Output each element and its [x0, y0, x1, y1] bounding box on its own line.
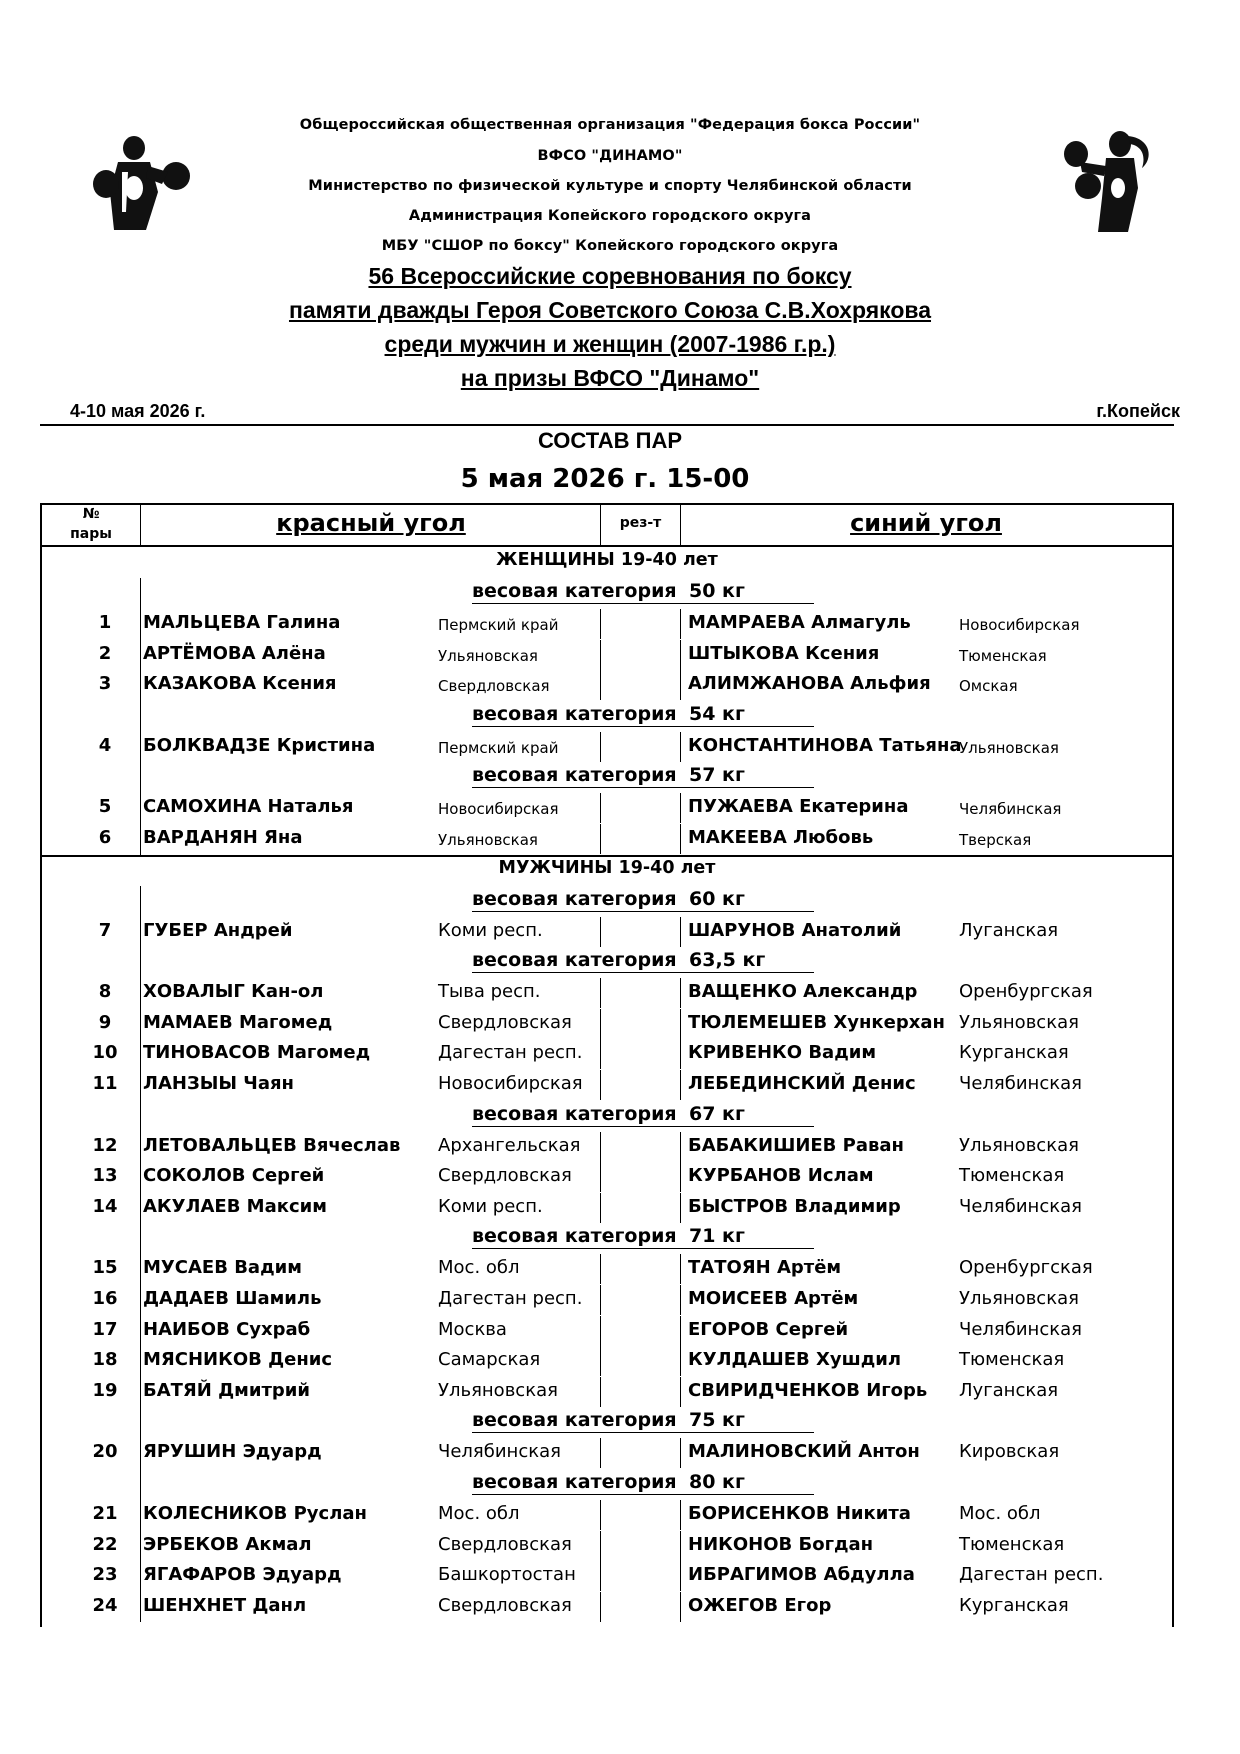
- red-corner-region: Ульяновская: [438, 1379, 558, 1401]
- red-corner-name: МАМАЕВ Магомед: [143, 1011, 333, 1033]
- result-cell-left: [600, 670, 601, 700]
- red-corner-name: БАТЯЙ Дмитрий: [143, 1379, 311, 1401]
- red-corner-region: Дагестан респ.: [438, 1042, 583, 1064]
- weight-underline: [472, 726, 814, 727]
- blue-corner-name: БОРИСЕНКОВ Никита: [688, 1503, 911, 1524]
- blue-corner-name: ВАЩЕНКО Александр: [688, 981, 918, 1003]
- pair-number: 10: [92, 1042, 118, 1064]
- table-row: [40, 1009, 1174, 1039]
- result-cell-left: [600, 1531, 601, 1561]
- red-corner-name: АРТЁМОВА Алёна: [143, 642, 326, 664]
- blue-corner-region: Челябинская: [959, 1073, 1082, 1094]
- result-cell-right: [680, 640, 681, 670]
- table-row: [40, 670, 1174, 700]
- table-row: [40, 793, 1174, 823]
- pair-number: 19: [92, 1379, 118, 1401]
- red-corner-name: АКУЛАЕВ Максим: [143, 1195, 327, 1217]
- result-cell-right: [680, 732, 681, 762]
- pair-number: 9: [98, 1011, 112, 1033]
- section-divider: [40, 855, 1174, 857]
- result-cell-left: [600, 1009, 601, 1039]
- weight-category: [40, 762, 1174, 792]
- blue-corner-name: КУЛДАШЕВ Хушдил: [688, 1349, 902, 1371]
- event-dates: 4-10 мая 2026 г.: [70, 401, 206, 421]
- result-cell-left: [600, 1070, 601, 1100]
- blue-corner-region: Оренбургская: [959, 981, 1093, 1003]
- table-row: [40, 1070, 1174, 1100]
- number-column-line: [140, 886, 141, 1623]
- blue-corner-name: ОЖЕГОВ Егор: [688, 1594, 832, 1616]
- pair-number: 12: [92, 1134, 118, 1156]
- red-corner-region: Дагестан респ.: [438, 1288, 583, 1309]
- red-corner-name: НАИБОВ Сухраб: [143, 1318, 311, 1340]
- document-title: СОСТАВ ПАР: [537, 428, 683, 453]
- weight-category: [40, 1469, 1174, 1499]
- red-corner-region: Пермский край: [438, 616, 559, 634]
- table-header: [40, 503, 1174, 547]
- result-cell-left: [600, 793, 601, 823]
- red-corner-region: Самарская: [438, 1349, 541, 1371]
- table-row: [40, 1193, 1174, 1223]
- blue-corner-region: Ульяновская: [959, 1288, 1079, 1309]
- result-cell-right: [680, 1070, 681, 1100]
- red-corner-header: красный угол: [276, 509, 466, 537]
- weight-value: 50 кг: [689, 580, 745, 602]
- result-cell-left: [600, 1592, 601, 1622]
- pairs-table: [40, 547, 1174, 1647]
- weight-value: 54 кг: [689, 702, 745, 725]
- red-corner-name: САМОХИНА Наталья: [143, 796, 354, 818]
- red-corner-name: ХОВАЛЫГ Кан-ол: [143, 981, 324, 1003]
- result-cell-right: [680, 824, 681, 854]
- result-cell-right: [680, 1162, 681, 1192]
- result-cell-right: [680, 1254, 681, 1284]
- weight-underline: [472, 787, 814, 788]
- result-cell-right: [680, 1531, 681, 1561]
- title-line-1: 56 Всероссийские соревнования по боксу: [368, 263, 852, 289]
- org-line-5: МБУ "СШОР по боксу" Копейского городского округа: [381, 238, 839, 254]
- blue-corner-region: Мос. обл: [959, 1503, 1041, 1524]
- session-time: 5 мая 2026 г. 15-00: [460, 464, 750, 494]
- result-cell-right: [680, 1500, 681, 1530]
- result-cell-right: [680, 1438, 681, 1468]
- result-cell-right: [680, 978, 681, 1008]
- pair-number-label-2: пары: [70, 526, 112, 542]
- red-corner-region: Пермский край: [438, 738, 559, 757]
- table-row: [40, 1132, 1174, 1162]
- red-corner-region: Свердловская: [438, 1165, 572, 1187]
- red-corner-name: ВАРДАНЯН Яна: [143, 827, 303, 848]
- result-cell-left: [600, 1346, 601, 1376]
- weight-category-label: весовая категория: [472, 1225, 677, 1248]
- title-line-3: среди мужчин и женщин (2007-1986 г.р.): [384, 331, 836, 357]
- blue-corner-name: КОНСТАНТИНОВА Татьяна: [688, 734, 962, 756]
- blue-corner-region: Ульяновская: [959, 738, 1059, 757]
- red-corner-region: Челябинская: [438, 1441, 561, 1463]
- red-corner-region: Коми респ.: [438, 919, 543, 941]
- table-row: [40, 1500, 1174, 1530]
- blue-corner-region: Луганская: [959, 1379, 1059, 1401]
- blue-corner-region: Тверская: [959, 831, 1032, 849]
- result-cell-right: [680, 1592, 681, 1622]
- blue-corner-region: Дагестан респ.: [959, 1564, 1104, 1586]
- pair-number: 6: [98, 827, 112, 848]
- pair-number: 7: [98, 919, 112, 941]
- blue-corner-name: КУРБАНОВ Ислам: [688, 1165, 874, 1187]
- red-corner-name: ЛАНЗЫЫ Чаян: [143, 1073, 294, 1094]
- result-cell-left: [600, 732, 601, 762]
- pair-number: 3: [98, 673, 112, 695]
- blue-corner-name: МАКЕЕВА Любовь: [688, 827, 874, 848]
- table-row: [40, 1561, 1174, 1591]
- blue-corner-name: МОИСЕЕВ Артём: [688, 1288, 859, 1309]
- blue-corner-name: НИКОНОВ Богдан: [688, 1533, 874, 1555]
- weight-category: [40, 1407, 1174, 1437]
- pair-number: 14: [92, 1195, 118, 1217]
- blue-corner-region: Челябинская: [959, 1195, 1082, 1217]
- result-cell-right: [680, 670, 681, 700]
- red-corner-region: Свердловская: [438, 1011, 572, 1033]
- weight-category: [40, 886, 1174, 916]
- red-corner-name: МАЛЬЦЕВА Галина: [143, 612, 341, 633]
- weight-value: 80 кг: [689, 1471, 745, 1493]
- weight-underline: [472, 603, 814, 604]
- weight-category: [40, 1223, 1174, 1253]
- table-row: [40, 1531, 1174, 1561]
- weight-category-label: весовая категория: [472, 1102, 677, 1125]
- pair-number: 20: [92, 1441, 118, 1463]
- blue-corner-region: Оренбургская: [959, 1257, 1093, 1279]
- table-row: [40, 1346, 1174, 1376]
- blue-corner-region: Тюменская: [959, 646, 1047, 665]
- result-cell-right: [680, 1009, 681, 1039]
- result-cell-left: [600, 824, 601, 854]
- red-corner-name: ЯГАФАРОВ Эдуард: [143, 1564, 342, 1586]
- weight-category: [40, 947, 1174, 977]
- red-corner-name: ШЕНХНЕТ Данл: [143, 1594, 307, 1616]
- result-cell-right: [680, 793, 681, 823]
- table-row: [40, 1039, 1174, 1069]
- red-corner-region: Новосибирская: [438, 800, 559, 819]
- pair-number: 18: [92, 1349, 118, 1371]
- section-title: МУЖЧИНЫ 19-40 лет: [498, 857, 716, 878]
- red-corner-region: Свердловская: [438, 1533, 572, 1555]
- weight-category-label: весовая категория: [472, 764, 677, 787]
- table-row: [40, 1162, 1174, 1192]
- red-corner-name: ТИНОВАСОВ Магомед: [143, 1042, 371, 1064]
- table-row: [40, 824, 1174, 854]
- red-corner-name: ЛЕТОВАЛЬЦЕВ Вячеслав: [143, 1134, 401, 1156]
- result-cell-right: [680, 1346, 681, 1376]
- table-row: [40, 609, 1174, 639]
- blue-corner-region: Челябинская: [959, 800, 1062, 819]
- result-cell-right: [680, 1193, 681, 1223]
- pair-number: 16: [92, 1288, 118, 1309]
- red-corner-name: КАЗАКОВА Ксения: [143, 673, 337, 695]
- blue-corner-region: Курганская: [959, 1594, 1069, 1616]
- red-corner-name: ДАДАЕВ Шамиль: [143, 1288, 322, 1309]
- section-title: ЖЕНЩИНЫ 19-40 лет: [496, 550, 718, 570]
- blue-corner-region: Луганская: [959, 919, 1059, 941]
- weight-category-label: весовая категория: [472, 702, 677, 725]
- table-row: [40, 1438, 1174, 1468]
- weight-category: [40, 578, 1174, 608]
- weight-value: 71 кг: [689, 1225, 745, 1248]
- org-line-2: ВФСО "ДИНАМО": [537, 148, 683, 164]
- result-cell-left: [600, 1561, 601, 1591]
- org-line-3: Министерство по физической культуре и спорту Челябинской области: [308, 178, 912, 194]
- blue-corner-name: СВИРИДЧЕНКОВ Игорь: [688, 1379, 928, 1401]
- result-cell-left: [600, 1254, 601, 1284]
- result-cell-left: [600, 917, 601, 947]
- table-row: [40, 1377, 1174, 1407]
- header-rule: [40, 424, 1174, 426]
- result-cell-left: [600, 1039, 601, 1069]
- blue-corner-name: ТАТОЯН Артём: [688, 1257, 842, 1279]
- blue-corner-name: АЛИМЖАНОВА Альфия: [688, 673, 931, 695]
- org-line-4: Администрация Копейского городского округа: [408, 208, 812, 224]
- table-row: [40, 1285, 1174, 1315]
- blue-corner-region: Тюменская: [959, 1349, 1065, 1371]
- blue-corner-name: ПУЖАЕВА Екатерина: [688, 796, 909, 818]
- pair-number: 2: [98, 642, 112, 664]
- red-corner-region: Мос. обл: [438, 1503, 520, 1524]
- result-cell-right: [680, 1132, 681, 1162]
- red-corner-region: Ульяновская: [438, 831, 538, 849]
- result-cell-right: [680, 917, 681, 947]
- blue-corner-name: ЕГОРОВ Сергей: [688, 1318, 849, 1340]
- weight-value: 75 кг: [689, 1409, 745, 1432]
- blue-corner-name: БЫСТРОВ Владимир: [688, 1195, 901, 1217]
- red-corner-name: МУСАЕВ Вадим: [143, 1257, 302, 1279]
- weight-underline: [472, 1126, 814, 1127]
- blue-corner-region: Омская: [959, 677, 1018, 696]
- pair-number: 21: [92, 1503, 118, 1524]
- result-cell-right: [680, 1316, 681, 1346]
- red-corner-region: Мос. обл: [438, 1257, 520, 1279]
- event-city: г.Копейск: [1096, 401, 1180, 421]
- red-corner-region: Свердловская: [438, 1594, 572, 1616]
- red-corner-region: Башкортостан: [438, 1564, 576, 1586]
- blue-corner-region: Кировская: [959, 1441, 1060, 1463]
- result-cell-left: [600, 640, 601, 670]
- result-cell-left: [600, 1500, 601, 1530]
- blue-corner-region: Курганская: [959, 1042, 1069, 1064]
- result-cell-right: [680, 1285, 681, 1315]
- weight-underline: [472, 911, 814, 912]
- red-corner-name: ЭРБЕКОВ Акмал: [143, 1533, 312, 1555]
- red-corner-name: ГУБЕР Андрей: [143, 919, 293, 941]
- blue-corner-name: КРИВЕНКО Вадим: [688, 1042, 877, 1064]
- blue-corner-name: ШТЫКОВА Ксения: [688, 642, 880, 664]
- result-cell-left: [600, 1316, 601, 1346]
- red-corner-region: Москва: [438, 1318, 507, 1340]
- red-corner-name: БОЛКВАДЗЕ Кристина: [143, 734, 376, 756]
- pair-number: 24: [92, 1594, 118, 1616]
- weight-value: 67 кг: [689, 1102, 745, 1125]
- red-corner-name: ЯРУШИН Эдуард: [143, 1441, 322, 1463]
- blue-corner-name: ТЮЛЕМЕШЕВ Хункерхан: [688, 1011, 945, 1033]
- pair-number: 17: [92, 1318, 118, 1340]
- table-row: [40, 1592, 1174, 1622]
- red-corner-name: СОКОЛОВ Сергей: [143, 1165, 325, 1187]
- red-corner-region: Коми респ.: [438, 1195, 543, 1217]
- blue-corner-header: синий угол: [850, 509, 1002, 537]
- pair-number: 4: [98, 734, 112, 756]
- weight-category: [40, 1101, 1174, 1131]
- weight-value: 57 кг: [689, 764, 745, 787]
- result-cell-left: [600, 1438, 601, 1468]
- blue-corner-region: Челябинская: [959, 1318, 1082, 1340]
- red-corner-region: Тыва респ.: [438, 981, 541, 1003]
- blue-corner-name: МАЛИНОВСКИЙ Антон: [688, 1441, 920, 1463]
- weight-underline: [472, 972, 814, 973]
- pair-number-label-1: №: [82, 506, 100, 522]
- result-cell-left: [600, 1132, 601, 1162]
- org-line-1: Общероссийская общественная организация "Федерация бокса России": [299, 117, 921, 133]
- pair-number: 15: [92, 1257, 118, 1279]
- blue-corner-name: ШАРУНОВ Анатолий: [688, 919, 902, 941]
- weight-category-label: весовая категория: [472, 1471, 677, 1493]
- number-column-line: [140, 578, 141, 855]
- result-cell-left: [600, 1193, 601, 1223]
- pair-number: 23: [92, 1564, 118, 1586]
- table-row: [40, 978, 1174, 1008]
- table-row: [40, 640, 1174, 670]
- weight-underline: [472, 1248, 814, 1249]
- weight-underline: [472, 1494, 814, 1495]
- result-cell-right: [680, 1377, 681, 1407]
- pair-number: 13: [92, 1165, 118, 1187]
- table-row: [40, 732, 1174, 762]
- result-cell-left: [600, 1377, 601, 1407]
- result-cell-right: [680, 1561, 681, 1591]
- result-cell-left: [600, 1285, 601, 1315]
- red-corner-region: Ульяновская: [438, 646, 538, 665]
- blue-corner-region: Ульяновская: [959, 1134, 1079, 1156]
- pair-number: 22: [92, 1533, 118, 1555]
- blue-corner-name: БАБАКИШИЕВ Раван: [688, 1134, 904, 1156]
- blue-corner-name: ЛЕБЕДИНСКИЙ Денис: [688, 1073, 916, 1094]
- table-row: [40, 1316, 1174, 1346]
- red-corner-region: Новосибирская: [438, 1073, 583, 1094]
- blue-corner-region: Тюменская: [959, 1533, 1065, 1555]
- weight-category-label: весовая категория: [472, 949, 677, 972]
- result-cell-right: [680, 609, 681, 639]
- result-header: рез-т: [619, 515, 662, 531]
- blue-corner-region: Ульяновская: [959, 1011, 1079, 1033]
- weight-underline: [472, 1432, 814, 1433]
- title-line-2: памяти дважды Героя Советского Союза С.В.Хохрякова: [288, 297, 932, 323]
- result-cell-left: [600, 978, 601, 1008]
- weight-value: 63,5 кг: [689, 949, 766, 972]
- result-cell-left: [600, 609, 601, 639]
- pair-number-header: [42, 504, 140, 544]
- red-corner-name: КОЛЕСНИКОВ Руслан: [143, 1503, 367, 1524]
- pair-number: 5: [98, 796, 112, 818]
- blue-corner-name: ИБРАГИМОВ Абдулла: [688, 1564, 915, 1586]
- title-line-4: на призы ВФСО "Динамо": [460, 365, 760, 391]
- pair-number: 8: [98, 981, 112, 1003]
- red-corner-name: МЯСНИКОВ Денис: [143, 1349, 333, 1371]
- weight-category-label: весовая категория: [472, 887, 677, 910]
- weight-category-label: весовая категория: [472, 580, 677, 602]
- result-cell-right: [680, 1039, 681, 1069]
- blue-corner-name: МАМРАЕВА Алмагуль: [688, 612, 911, 633]
- weight-category: [40, 701, 1174, 731]
- weight-category-label: весовая категория: [472, 1409, 677, 1432]
- red-corner-region: Свердловская: [438, 677, 550, 696]
- pair-number: 11: [92, 1073, 118, 1094]
- table-row: [40, 917, 1174, 947]
- blue-corner-region: Тюменская: [959, 1165, 1065, 1187]
- table-row: [40, 1254, 1174, 1284]
- result-cell-left: [600, 1162, 601, 1192]
- pair-number: 1: [98, 612, 112, 633]
- blue-corner-region: Новосибирская: [959, 616, 1080, 634]
- weight-value: 60 кг: [689, 887, 745, 910]
- red-corner-region: Архангельская: [438, 1134, 581, 1156]
